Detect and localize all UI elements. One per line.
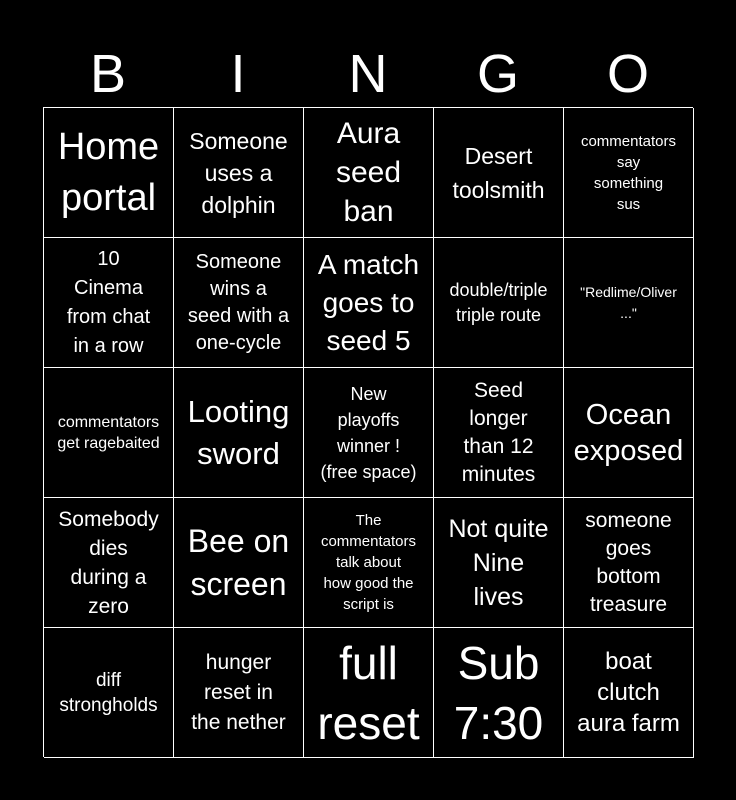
header-letter-b: B <box>89 44 127 104</box>
cell-text: Desert toolsmith <box>452 142 545 203</box>
bingo-cell-r4c3[interactable] <box>304 498 434 628</box>
cell-text: double/triple triple route <box>449 279 548 325</box>
cell-text: commentators say something sus <box>580 132 677 213</box>
bingo-cell-r2c1[interactable] <box>44 238 174 368</box>
cell-text: Sub 7:30 <box>453 636 544 749</box>
bingo-cell-r5c1[interactable] <box>44 628 174 758</box>
bingo-cell-r2c2[interactable] <box>174 238 304 368</box>
bingo-cell-r3c4[interactable] <box>434 368 564 498</box>
bingo-cell-r1c2[interactable] <box>174 108 304 238</box>
bingo-cell-r4c5[interactable] <box>564 498 694 628</box>
cell-text: commentators get ragebaited <box>57 413 160 452</box>
cell-text: full reset <box>317 636 420 749</box>
bingo-cell-r5c2[interactable] <box>174 628 304 758</box>
header-letter-o: O <box>606 44 649 104</box>
bingo-board <box>43 107 693 757</box>
bingo-cell-r4c4[interactable] <box>434 498 564 628</box>
cell-text: The commentators talk about how good the script is <box>320 512 417 613</box>
header-letter-i: I <box>230 44 246 104</box>
bingo-cell-r2c3[interactable] <box>304 238 434 368</box>
cell-text: Somebody dies during a zero <box>58 507 159 618</box>
cell-text: diff strongholds <box>59 669 158 716</box>
header-letter-g: G <box>476 44 519 104</box>
bingo-cell-r1c3[interactable] <box>304 108 434 238</box>
bingo-cell-r2c4[interactable] <box>434 238 564 368</box>
bingo-cell-r1c1[interactable] <box>44 108 174 238</box>
bingo-cell-r2c5[interactable] <box>564 238 694 368</box>
cell-text: "Redlime/Oliver ..." <box>580 283 677 321</box>
cell-text: Seed longer than 12 minutes <box>461 378 536 486</box>
bingo-cell-r3c5[interactable] <box>564 368 694 498</box>
bingo-cell-r3c1[interactable] <box>44 368 174 498</box>
bingo-cell-r5c5[interactable] <box>564 628 694 758</box>
cell-text: Aura seed ban <box>335 117 402 228</box>
cell-text: hunger reset in the nether <box>191 650 286 734</box>
cell-text: Not quite Nine lives <box>448 514 549 611</box>
bingo-cell-r1c5[interactable] <box>564 108 694 238</box>
cell-text: New playoffs winner ! (free space) <box>320 383 417 482</box>
cell-text: someone goes bottom treasure <box>585 508 672 616</box>
cell-text: Home portal <box>57 125 160 219</box>
bingo-cell-r4c1[interactable] <box>44 498 174 628</box>
cell-text: A match goes to seed 5 <box>317 248 420 356</box>
cell-text: boat clutch aura farm <box>577 648 680 737</box>
cell-text: Someone uses a dolphin <box>189 127 288 218</box>
cell-text: Someone wins a seed with a one-cycle <box>187 250 290 354</box>
bingo-cell-r5c4[interactable] <box>434 628 564 758</box>
bingo-header <box>43 40 693 108</box>
cell-text: 10 Cinema from chat in a row <box>66 247 151 357</box>
cell-text: Looting sword <box>187 393 290 471</box>
cell-text: Bee on screen <box>187 522 290 602</box>
cell-text: Ocean exposed <box>573 398 684 467</box>
bingo-cell-r3c3[interactable] <box>304 368 434 498</box>
bingo-cell-r5c3[interactable] <box>304 628 434 758</box>
header-letter-n: N <box>348 44 388 104</box>
bingo-cell-r4c2[interactable] <box>174 498 304 628</box>
bingo-cell-r3c2[interactable] <box>174 368 304 498</box>
bingo-cell-r1c4[interactable] <box>434 108 564 238</box>
